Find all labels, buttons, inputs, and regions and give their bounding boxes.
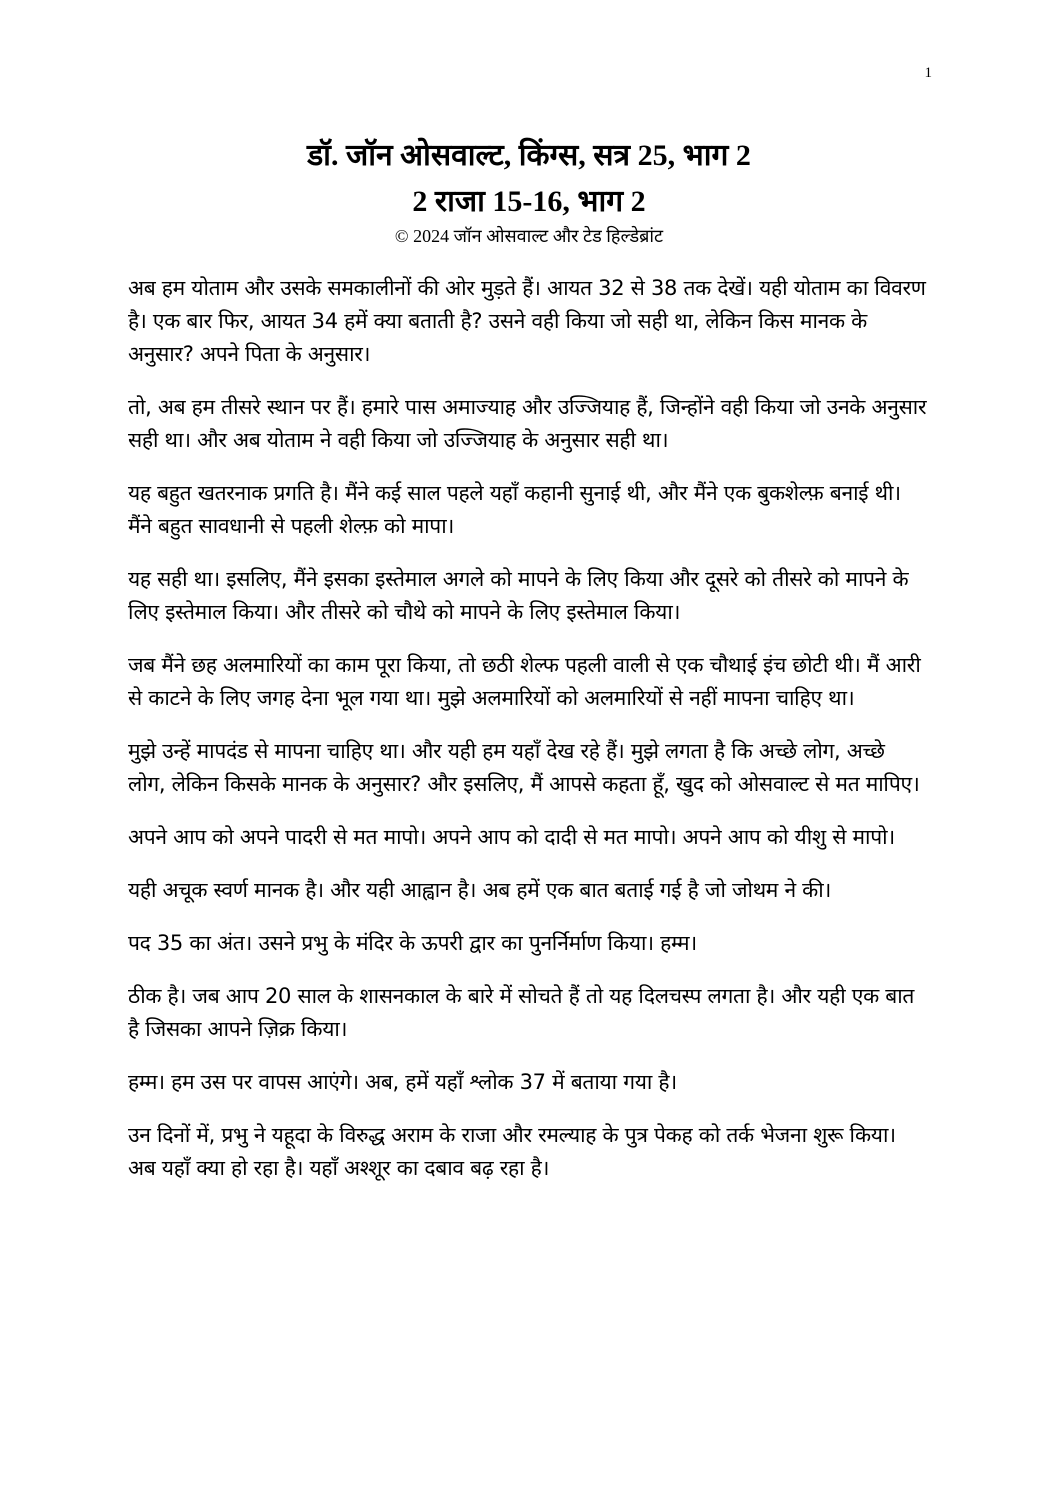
paragraph: ठीक है। जब आप 20 साल के शासनकाल के बारे में सोचते हैं तो यह दिलचस्प लगता है। और यही एक बात है जिसका आपने ज़िक्र किया। <box>128 984 915 1041</box>
page-number: 1 <box>924 65 932 81</box>
paragraph: मुझे उन्हें मापदंड से मापना चाहिए था। और यही हम यहाँ देख रहे हैं। मुझे लगता है कि अच्छे लोग, अच्छे लोग, लेकिन किसके मानक के अनुसार? और इसलिए, मैं आपसे कहता हूँ, खुद को ओसवाल्ट से मत मापिए। <box>128 739 920 796</box>
document-subtitle: 2 राजा 15-16, भाग 2 <box>412 185 646 218</box>
paragraph: जब मैंने छह अलमारियों का काम पूरा किया, तो छठी शेल्फ पहली वाली से एक चौथाई इंच छोटी थी। मैं आरी से काटने के लिए जगह देना भूल गया था। मुझे अलमारियों को अलमारियों से नहीं मापना चाहिए था। <box>128 653 921 710</box>
paragraph: यह बहुत खतरनाक प्रगति है। मैंने कई साल पहले यहाँ कहानी सुनाई थी, और मैंने एक बुकशेल्फ़ बनाई थी। मैंने बहुत सावधानी से पहली शेल्फ़ को मापा। <box>128 481 901 538</box>
paragraph: अब हम योताम और उसके समकालीनों की ओर मुड़ते हैं। आयत 32 से 38 तक देखें। यही योताम का विवरण है। एक बार फिर, आयत 34 हमें क्या बताती है? उसने वही किया जो सही था, लेकिन किस मानक के अनुसार? अपने पिता के अनुसार। <box>128 276 926 366</box>
paragraph: यह सही था। इसलिए, मैंने इसका इस्तेमाल अगले को मापने के लिए किया और दूसरे को तीसरे को मापने के लिए इस्तेमाल किया। और तीसरे को चौथे को मापने के लिए इस्तेमाल किया। <box>128 567 909 624</box>
document-body <box>128 272 928 1205</box>
copyright-line: © 2024 जॉन ओसवाल्ट और टेड हिल्डेब्रांट <box>394 226 664 246</box>
paragraph: हम्म। हम उस पर वापस आएंगे। अब, हमें यहाँ श्लोक 37 में बताया गया है। <box>128 1070 677 1094</box>
paragraph: पद 35 का अंत। उसने प्रभु के मंदिर के ऊपरी द्वार का पुनर्निर्माण किया। हम्म। <box>128 931 697 955</box>
document-title: डॉ. जॉन ओसवाल्ट, किंग्स, सत्र 25, भाग 2 <box>307 139 751 172</box>
paragraph: तो, अब हम तीसरे स्थान पर हैं। हमारे पास अमाज्याह और उज्जियाह हैं, जिन्होंने वही किया जो उनके अनुसार सही था। और अब योताम ने वही किया जो उज्जियाह के अनुसार सही था। <box>128 395 927 452</box>
paragraph: यही अचूक स्वर्ण मानक है। और यही आह्वान है। अब हमें एक बात बताई गई है जो जोथम ने की। <box>128 878 832 902</box>
paragraph: अपने आप को अपने पादरी से मत मापो। अपने आप को दादी से मत मापो। अपने आप को यीशु से मापो। <box>128 825 895 849</box>
paragraph: उन दिनों में, प्रभु ने यहूदा के विरुद्ध अराम के राजा और रमल्याह के पुत्र पेकह को तर्क भेजना शुरू किया। अब यहाँ क्या हो रहा है। यहाँ अश्शूर का दबाव बढ़ रहा है। <box>128 1123 896 1180</box>
document-header <box>0 133 1058 247</box>
